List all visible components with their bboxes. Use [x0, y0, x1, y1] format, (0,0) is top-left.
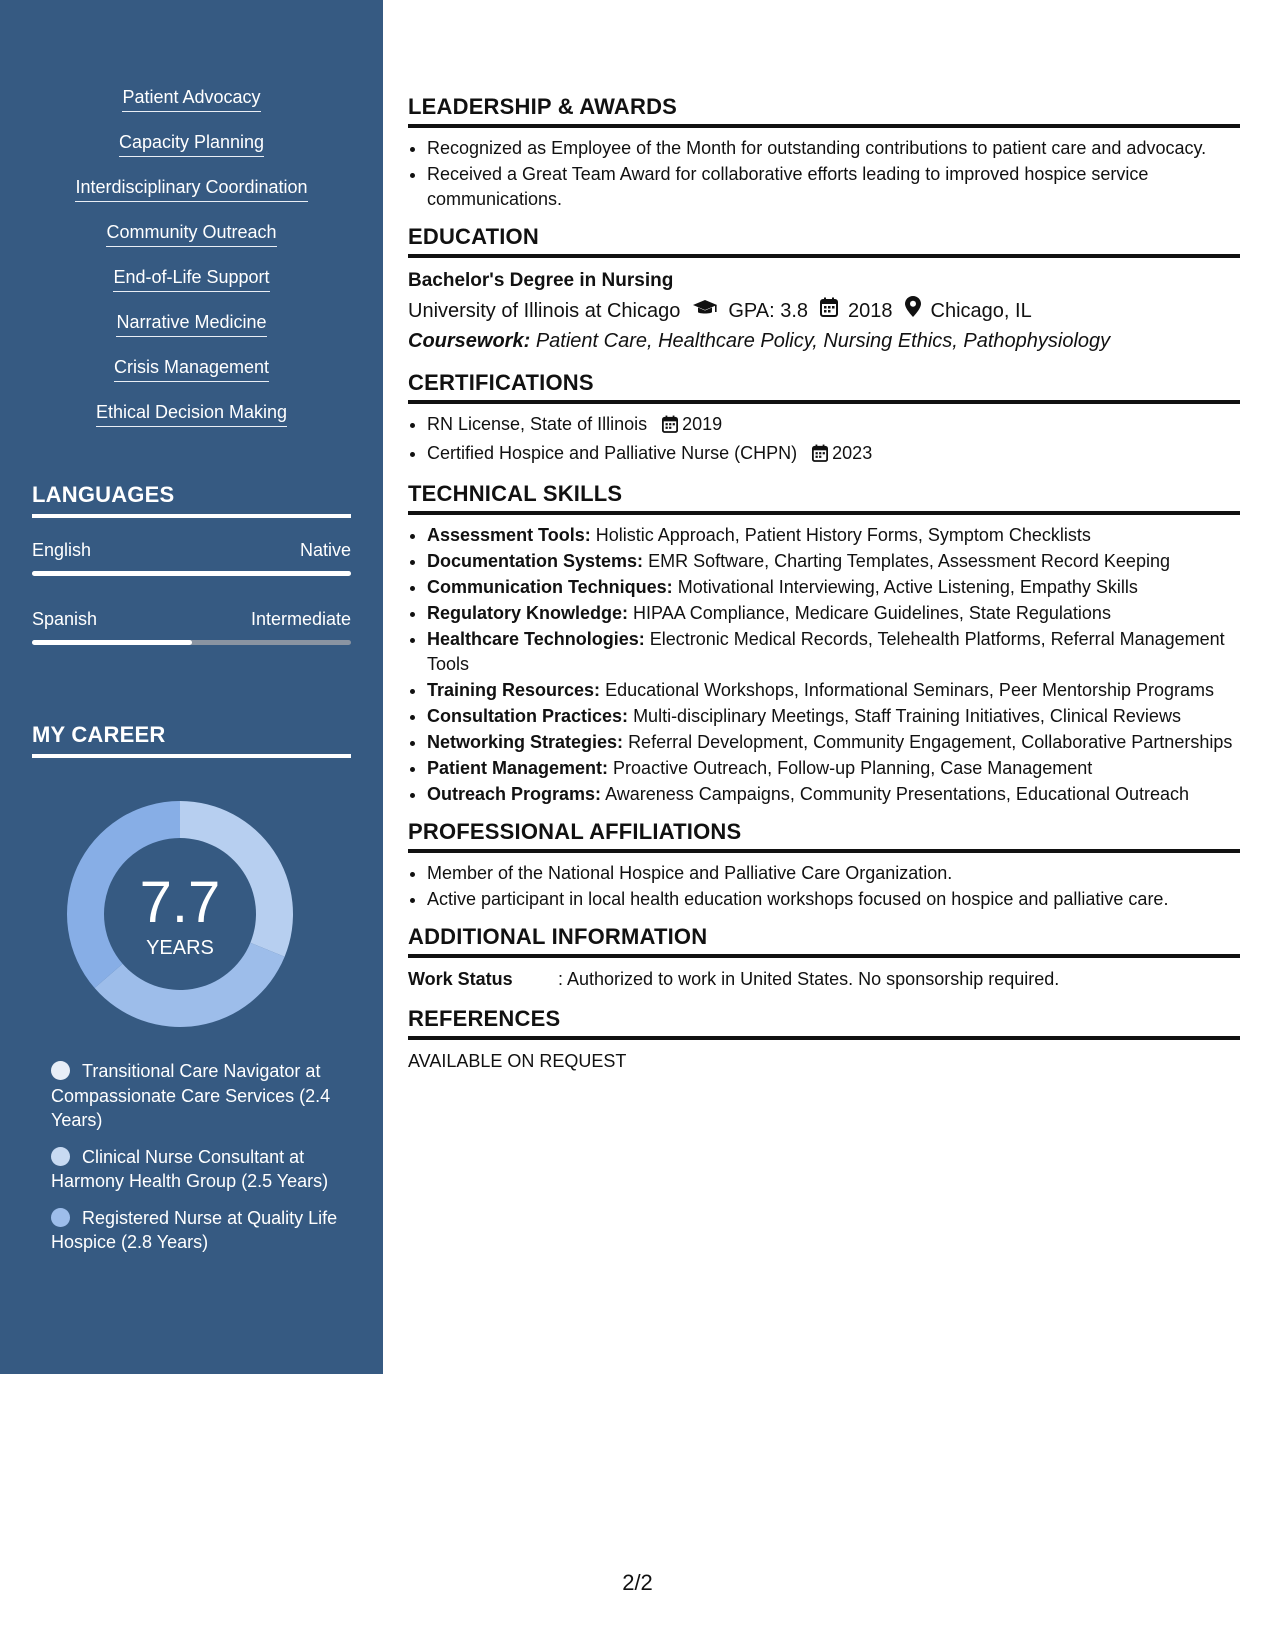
career-heading: MY CAREER: [32, 722, 351, 758]
education-year: 2018: [848, 300, 893, 322]
list-item: • Active participant in local health education workshops focused on hospice and palliative care.: [427, 887, 1240, 912]
certification-name: RN License, State of Illinois: [427, 414, 648, 434]
calendar-icon: [662, 415, 678, 440]
skill-category: Consultation Practices:: [427, 706, 629, 726]
list-item: [427, 523, 1240, 548]
calendar-icon: [812, 444, 828, 469]
career-role: [51, 1206, 351, 1255]
skills-list: [0, 86, 383, 446]
certification-year: 2019: [682, 414, 723, 434]
skill-category: Assessment Tools:: [427, 525, 591, 545]
education-coursework: [408, 326, 1240, 356]
skill-tag: Patient Advocacy: [122, 86, 260, 112]
skill-category: Documentation Systems:: [427, 551, 644, 571]
skill-tag: Ethical Decision Making: [96, 401, 287, 427]
career-role-label: Transitional Care Navigator at Compassionate Care Services (2.4 Years): [51, 1061, 331, 1130]
work-status-value: : Authorized to work in United States. No sponsorship required.: [558, 969, 1060, 989]
education-degree: Bachelor's Degree in Nursing: [408, 270, 674, 291]
list-item: [427, 441, 1240, 469]
skill-values: Motivational Interviewing, Active Listening, Empathy Skills: [677, 577, 1138, 597]
language-level: Native: [299, 540, 351, 560]
skill-category: Outreach Programs:: [427, 784, 602, 804]
certification-year: 2023: [832, 443, 873, 463]
education-gpa: GPA: 3.8: [728, 300, 809, 322]
list-item: [427, 730, 1240, 755]
skill-values: Referral Development, Community Engagement, Collaborative Partnerships: [628, 732, 1233, 752]
skill-category: Healthcare Technologies:: [427, 629, 645, 649]
skill-values: Holistic Approach, Patient History Forms, Symptom Checklists: [595, 525, 1091, 545]
list-item: [427, 412, 1240, 440]
education-location: Chicago, IL: [930, 300, 1032, 322]
additional-info-heading: ADDITIONAL INFORMATION: [408, 924, 1240, 958]
language-proficiency-bar: [32, 571, 351, 576]
references-text: AVAILABLE ON REQUEST: [408, 1051, 627, 1071]
list-item: [427, 549, 1240, 574]
skill-tag: Crisis Management: [114, 356, 269, 382]
coursework-label: Coursework:: [408, 330, 531, 352]
skill-category: Regulatory Knowledge:: [427, 603, 629, 623]
skill-tag: Community Outreach: [106, 221, 276, 247]
skill-values: Awareness Campaigns, Community Presentations, Educational Outreach: [605, 784, 1190, 804]
education-school: University of Illinois at Chicago: [408, 300, 681, 322]
language-proficiency-bar: [32, 640, 351, 645]
skill-values: HIPAA Compliance, Medicare Guidelines, State Regulations: [633, 603, 1111, 623]
career-total: 7.7: [139, 870, 221, 935]
calendar-icon: [820, 296, 838, 326]
career-role: [51, 1145, 351, 1194]
career-role-label: Clinical Nurse Consultant at Harmony Health Group (2.5 Years): [51, 1146, 329, 1191]
skill-values: Multi-disciplinary Meetings, Staff Training Initiatives, Clinical Reviews: [633, 706, 1181, 726]
list-item: [427, 627, 1240, 677]
coursework-value: Patient Care, Healthcare Policy, Nursing Ethics, Pathophysiology: [535, 330, 1111, 352]
skill-category: Communication Techniques:: [427, 577, 673, 597]
leadership-list: [408, 136, 1240, 212]
education-heading: EDUCATION: [408, 224, 1240, 258]
list-item: [427, 704, 1240, 729]
legend-dot: [51, 1061, 70, 1080]
certification-name: Certified Hospice and Palliative Nurse (CHPN): [427, 443, 798, 463]
technical-skills-list: [408, 523, 1240, 807]
list-item: • Member of the National Hospice and Palliative Care Organization.: [427, 861, 1240, 886]
language-level: Intermediate: [250, 609, 351, 629]
references-heading: REFERENCES: [408, 1006, 1240, 1040]
language-name: Spanish: [32, 609, 98, 629]
page-number: 2/2: [622, 1570, 653, 1595]
list-item: [427, 678, 1240, 703]
sidebar: [0, 0, 383, 1374]
list-item: [427, 756, 1240, 781]
affiliations-heading: PROFESSIONAL AFFILIATIONS: [408, 819, 1240, 853]
skill-values: Proactive Outreach, Follow-up Planning, Case Management: [613, 758, 1093, 778]
skill-tag: Narrative Medicine: [116, 311, 266, 337]
skill-tag: Capacity Planning: [119, 131, 264, 157]
career-unit: YEARS: [146, 937, 214, 959]
skill-values: Educational Workshops, Informational Seminars, Peer Mentorship Programs: [605, 680, 1215, 700]
language-name: English: [32, 540, 92, 560]
list-item: • Received a Great Team Award for collaborative efforts leading to improved hospice service communications.: [427, 162, 1240, 212]
certifications-heading: CERTIFICATIONS: [408, 370, 1240, 404]
list-item: [427, 575, 1240, 600]
main-content: [408, 94, 1240, 1074]
skill-category: Training Resources:: [427, 680, 601, 700]
skill-category: Patient Management:: [427, 758, 609, 778]
affiliations-list: [408, 861, 1240, 912]
work-status-row: [408, 966, 1240, 992]
language-proficiency-fill: [32, 571, 351, 576]
skill-tag: End-of-Life Support: [113, 266, 269, 292]
career-donut-chart: [66, 800, 294, 1028]
list-item: [427, 601, 1240, 626]
graduation-cap-icon: [692, 296, 718, 326]
career-role-label: Registered Nurse at Quality Life Hospice (2.8 Years): [51, 1207, 338, 1252]
career-role: [51, 1059, 351, 1133]
certifications-list: [408, 412, 1240, 469]
map-pin-icon: [905, 296, 921, 326]
language-proficiency-fill: [32, 640, 192, 645]
legend-dot: [51, 1208, 70, 1227]
leadership-heading: LEADERSHIP & AWARDS: [408, 94, 1240, 128]
language-row: [32, 609, 351, 630]
legend-dot: [51, 1147, 70, 1166]
technical-skills-heading: TECHNICAL SKILLS: [408, 481, 1240, 515]
education-details: [408, 296, 1240, 326]
skill-values: EMR Software, Charting Templates, Assessment Record Keeping: [648, 551, 1170, 571]
career-roles: [51, 1059, 351, 1267]
languages-heading: LANGUAGES: [32, 482, 351, 518]
list-item: [427, 782, 1240, 807]
work-status-label: Work Status: [408, 969, 513, 989]
skill-tag: Interdisciplinary Coordination: [75, 176, 307, 202]
list-item: • Recognized as Employee of the Month for outstanding contributions to patient care and advocacy.: [427, 136, 1240, 161]
language-row: [32, 540, 351, 561]
skill-values: Electronic Medical Records, Telehealth Platforms, Referral Management Tools: [427, 629, 1225, 674]
skill-category: Networking Strategies:: [427, 732, 624, 752]
